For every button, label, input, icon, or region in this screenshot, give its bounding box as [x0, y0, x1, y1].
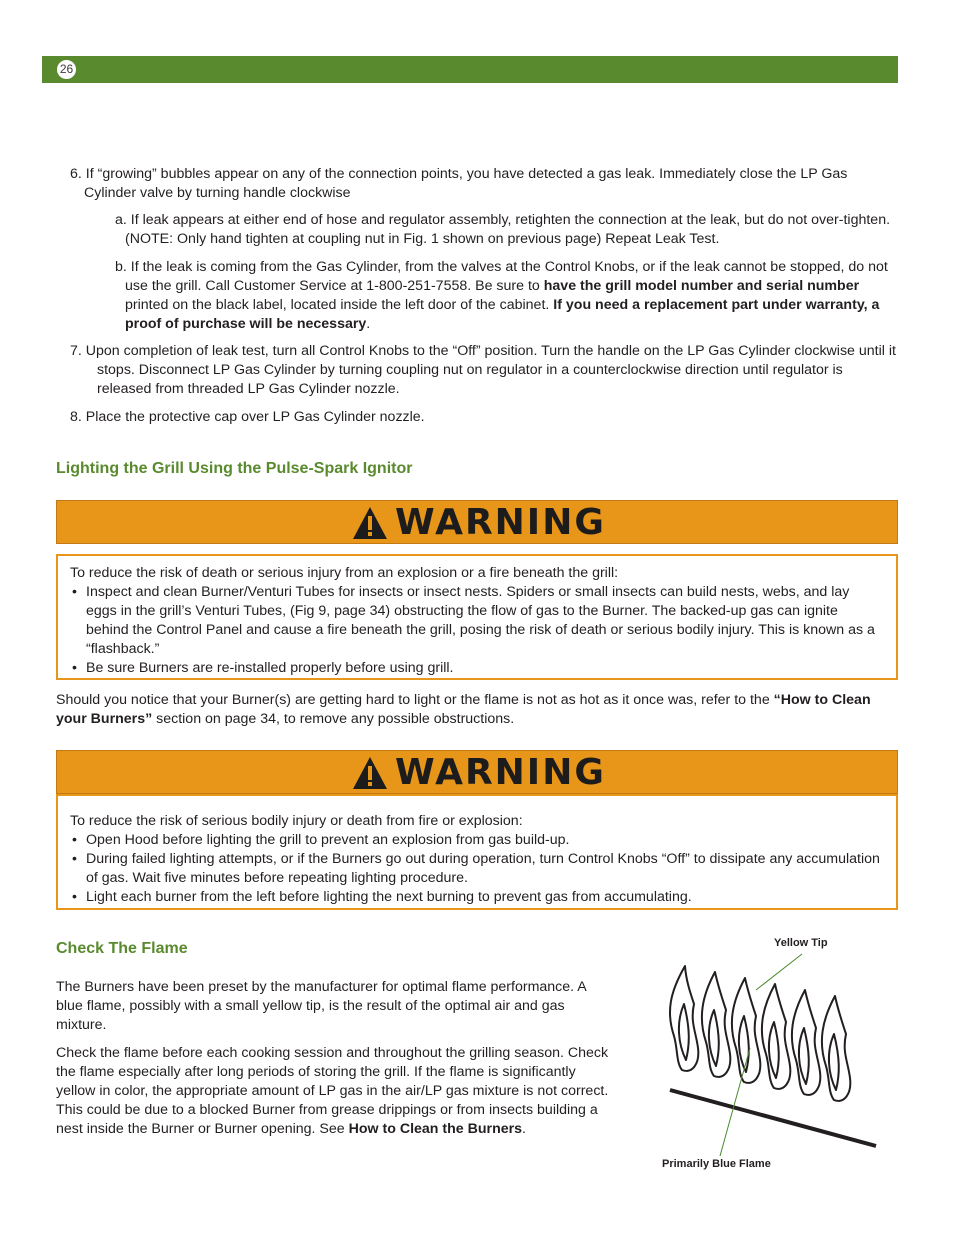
warning-banner-2: [56, 750, 898, 794]
step-6b-text-2: printed on the black label, located inside the left door of the cabinet.: [125, 297, 554, 313]
yellow-tip-pointer: [756, 954, 802, 990]
step-6b-text-1: b. If the leak is coming from the Gas Cylinder, from the valves at the Control Knobs, or if the leak cannot be stopped, do not use the grill. Call Customer Service at 1-800-251-7558. Be sure to: [115, 259, 888, 294]
warning-title-2: [351, 752, 606, 794]
section-heading-lighting: Lighting the Grill Using the Pulse-Spark Ignitor: [56, 460, 413, 477]
warning-box-2: [56, 794, 898, 910]
warning-1-bullet-2: • Be sure Burners are re-installed properly before using grill.: [70, 659, 884, 678]
flame-diagram: [660, 952, 890, 1158]
warning-box-1: [56, 554, 898, 680]
flame-4-inner: [769, 1022, 779, 1078]
step-7: 7. Upon completion of leak test, turn all Control Knobs to the “Off” position. Turn the handle on the LP Gas Cylinder clockwise until it stops. Disconnect LP Gas Cylinder by turning coupling nut on regulator in a counterclockwise direction until regulator is released from threaded LP Gas Cylinder nozzle.: [70, 343, 896, 397]
warning-triangle-icon: [351, 505, 389, 541]
flame-p2-bold: How to Clean the Burners: [348, 1121, 523, 1137]
warning-label-1: WARNING: [395, 502, 606, 543]
flame-2-inner: [709, 1010, 719, 1066]
warning-2-intro: To reduce the risk of serious bodily injury or death from fire or explosion:: [70, 813, 523, 829]
flame-5-inner: [799, 1028, 809, 1084]
step-6b: [97, 258, 897, 334]
step-6b-bold-1: have the grill model number and serial number: [543, 278, 860, 294]
step-8: 8. Place the protective cap over LP Gas Cylinder nozzle.: [70, 409, 425, 425]
flame-6-inner: [829, 1034, 839, 1090]
warning-1-bullet-1: • Inspect and clean Burner/Venturi Tubes for insects or insect nests. Spiders or small insects can build nests, webs, and lay eggs in the grill’s Venturi Tubes, (Fig 9, page 34) obstructing the flow of gas to the Burner. The backed-up gas can ignite behind the Control Panel and cause a fire beneath the grill, posing the risk of death or serious bodily injury. This is known as a “flashback.”: [70, 583, 884, 659]
warning-label-2: WARNING: [395, 752, 606, 793]
step-6b-text-3: .: [366, 316, 371, 332]
step-6b-bold-2: If you need a replacement part under warranty, a proof of purchase will be necessary: [125, 297, 880, 332]
flame-paragraph-2: [56, 1044, 612, 1139]
step-6: 6. If “growing” bubbles appear on any of the connection points, you have detected a gas leak. Immediately close the LP Gas Cylinder valve by turning handle clockwise: [70, 166, 848, 201]
header-bar: [42, 56, 898, 83]
notice-paragraph: [56, 691, 898, 729]
flame-p2-text-2: .: [522, 1121, 526, 1137]
warning-2-bullet-1: • Open Hood before lighting the grill to prevent an explosion from gas build-up.: [70, 831, 884, 850]
flame-paragraph-1: The Burners have been preset by the manufacturer for optimal flame performance. A blue flame, possibly with a small yellow tip, is the result of the optimal air and gas mixture.: [56, 979, 586, 1033]
flame-1-inner: [679, 1004, 689, 1060]
yellow-tip-label: Yellow Tip: [774, 937, 828, 949]
notice-text-2: section on page 34, to remove any possible obstructions.: [152, 711, 515, 727]
notice-text-1: Should you notice that your Burner(s) are getting hard to light or the flame is not as hot as it once was, refer to the: [56, 692, 774, 708]
warning-2-bullet-3: • Light each burner from the left before lighting the next burning to prevent gas from accumulating.: [70, 888, 884, 907]
notice-bold: “How to Clean your Burners”: [56, 692, 871, 727]
warning-triangle-icon: [351, 755, 389, 791]
section-heading-flame: Check The Flame: [56, 940, 188, 957]
flame-p2-text-1: Check the flame before each cooking session and throughout the grilling season. Check the flame especially after long periods of storing the grill. If the flame is significantly yellow in color, the appropriate amount of LP gas in the air/LP gas mixture is not correct. This could be due to a blocked Burner from grease drippings or from insects building a nest inside the Burner or Burner opening. See: [56, 1045, 609, 1137]
warning-banner-1: [56, 500, 898, 544]
step-6a: a. If leak appears at either end of hose and regulator assembly, retighten the connection at the leak, but do not over-tighten. (NOTE: Only hand tighten at coupling nut in Fig. 1 shown on previous page) Repeat Leak Test.: [115, 212, 891, 247]
flame-3-inner: [739, 1016, 749, 1072]
warning-2-bullet-2: • During failed lighting attempts, or if the Burners go out during operation, turn Control Knobs “Off” to dissipate any accumulation of gas. Wait five minutes before repeating lighting procedure.: [70, 850, 884, 888]
warning-1-intro: To reduce the risk of death or serious injury from an explosion or a fire beneath the grill:: [70, 565, 619, 581]
blue-flame-pointer: [720, 1048, 750, 1156]
page-number: 26: [56, 59, 77, 80]
blue-flame-label: Primarily Blue Flame: [662, 1158, 771, 1170]
warning-title-1: [351, 502, 606, 544]
